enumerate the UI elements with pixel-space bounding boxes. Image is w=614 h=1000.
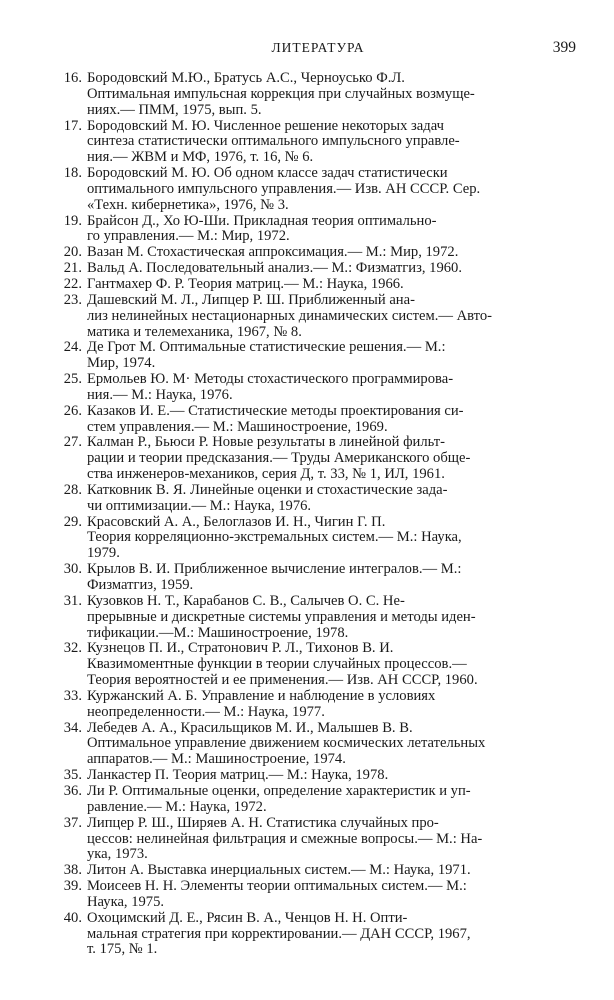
- reference-entry: [0, 166, 614, 214]
- reference-entry: [0, 768, 614, 784]
- reference-line: Казаков И. Е.— Статистические методы проектирования си-: [87, 402, 464, 419]
- reference-line: Брайсон Д., Хо Ю-Ши. Прикладная теория оптимально-: [87, 212, 437, 229]
- reference-entry: [0, 214, 614, 246]
- reference-list: [0, 71, 614, 958]
- reference-number: 37.: [63, 814, 82, 831]
- reference-line: Вальд А. Последовательный анализ.— М.: Физматгиз, 1960.: [87, 260, 462, 277]
- reference-number: 30.: [63, 561, 82, 578]
- reference-line: Моисеев Н. Н. Элементы теории оптимальных систем.— М.:: [87, 878, 467, 895]
- reference-number: 33.: [63, 687, 82, 704]
- reference-line: го управления.— М.: Мир, 1972.: [87, 228, 290, 245]
- reference-entry: [0, 562, 614, 594]
- running-title: ЛИТЕРАТУРА: [271, 40, 365, 55]
- reference-line: т. 175, № 1.: [87, 941, 158, 958]
- reference-entry: [0, 340, 614, 372]
- reference-line: ния.— ЖВМ и МФ, 1976, т. 16, № 6.: [87, 149, 314, 166]
- page-header: [60, 40, 576, 62]
- reference-line: Мир, 1974.: [87, 355, 156, 372]
- reference-entry: [0, 721, 614, 769]
- reference-line: Физматгиз, 1959.: [87, 577, 194, 593]
- reference-line: ука, 1973.: [87, 846, 148, 863]
- reference-entry: [0, 435, 614, 483]
- reference-line: Теория вероятностей и ее применения.— Изв. АН СССР, 1960.: [87, 672, 478, 689]
- reference-line: рации и теории предсказания.— Труды Американского обще-: [87, 450, 471, 467]
- reference-line: цессов: нелинейная фильтрация и смежные вопросы.— М.: На-: [87, 830, 483, 847]
- page-number: 399: [552, 39, 576, 56]
- reference-entry: [0, 404, 614, 436]
- reference-number: 19.: [63, 212, 82, 229]
- reference-number: 29.: [63, 513, 82, 530]
- reference-number: 31.: [63, 592, 82, 609]
- reference-line: оптимального импульсного управления.— Изв. АН СССР. Сер.: [87, 180, 481, 197]
- reference-line: Охоцимский Д. Е., Рясин В. А., Ченцов Н. Н. Опти-: [87, 909, 408, 926]
- reference-line: ния.— М.: Наука, 1976.: [87, 386, 233, 403]
- reference-entry: [0, 261, 614, 277]
- reference-line: мальная стратегия при корректировании.— ДАН СССР, 1967,: [87, 925, 471, 942]
- reference-line: лиз нелинейных нестационарных динамических систем.— Авто-: [87, 307, 492, 324]
- reference-number: 36.: [63, 782, 82, 799]
- reference-line: Наука, 1975.: [87, 893, 165, 910]
- reference-number: 23.: [63, 291, 82, 308]
- reference-number: 24.: [63, 339, 82, 356]
- reference-line: неопределенности.— М.: Наука, 1977.: [87, 703, 325, 720]
- reference-line: аппаратов.— М.: Машиностроение, 1974.: [87, 751, 346, 768]
- reference-entry: [0, 277, 614, 293]
- reference-number: 25.: [63, 371, 82, 388]
- reference-entry: [0, 816, 614, 864]
- reference-line: Гантмахер Ф. Р. Теория матриц.— М.: Наука, 1966.: [87, 275, 404, 292]
- reference-line: Квазимоментные функции в теории случайных процессов.—: [87, 656, 467, 673]
- reference-number: 20.: [63, 244, 82, 261]
- reference-entry: [0, 641, 614, 689]
- reference-line: Липцер Р. Ш., Ширяев А. Н. Статистика случайных про-: [87, 814, 439, 831]
- reference-number: 17.: [63, 117, 82, 134]
- reference-line: Бородовский М. Ю. Об одном классе задач статистически: [87, 165, 448, 182]
- reference-number: 22.: [63, 275, 82, 292]
- reference-line: равление.— М.: Наука, 1972.: [87, 798, 267, 815]
- reference-line: матика и телемеханика, 1967, № 8.: [87, 323, 302, 340]
- reference-line: Вазан М. Стохастическая аппроксимация.— М.: Мир, 1972.: [87, 244, 459, 261]
- reference-line: стем управления.— М.: Машиностроение, 1969.: [87, 418, 388, 435]
- reference-line: Ли Р. Оптимальные оценки, определение характеристик и уп-: [87, 782, 471, 799]
- reference-number: 27.: [63, 434, 82, 451]
- reference-entry: [0, 293, 614, 341]
- reference-number: 39.: [63, 878, 82, 895]
- reference-line: Бородовский М. Ю. Численное решение некоторых задач: [87, 117, 444, 134]
- reference-entry: [0, 245, 614, 261]
- reference-line: Дашевский М. Л., Липцер Р. Ш. Приближенный ана-: [87, 291, 415, 308]
- reference-line: Ермольев Ю. М· Методы стохастического программирова-: [87, 371, 454, 388]
- reference-line: Теория корреляционно-экстремальных систем.— М.: Наука,: [87, 529, 462, 546]
- reference-line: 1979.: [87, 545, 120, 562]
- reference-entry: [0, 863, 614, 879]
- reference-line: Калман Р., Бьюси Р. Новые результаты в линейной фильт-: [87, 434, 445, 451]
- reference-entry: [0, 911, 614, 959]
- reference-number: 26.: [63, 402, 82, 419]
- reference-line: тификации.—М.: Машиностроение, 1978.: [87, 624, 349, 641]
- reference-entry: [0, 515, 614, 563]
- reference-line: Бородовский М.Ю., Братусь А.С., Черноусько Ф.Л.: [87, 70, 405, 86]
- reference-number: 18.: [63, 165, 82, 182]
- reference-line: Оптимальная импульсная коррекция при случайных возмуще-: [87, 85, 475, 102]
- reference-number: 32.: [63, 640, 82, 657]
- reference-number: 38.: [63, 862, 82, 879]
- reference-entry: [0, 594, 614, 642]
- reference-line: синтеза статистически оптимального импульсного управле-: [87, 133, 460, 150]
- reference-number: 16.: [63, 70, 82, 86]
- reference-line: Красовский А. А., Белоглазов И. Н., Чигин Г. П.: [87, 513, 386, 530]
- reference-line: Оптимальное управление движением космических летательных: [87, 735, 486, 752]
- reference-line: Куржанский А. Б. Управление и наблюдение в условиях: [87, 687, 436, 704]
- reference-number: 21.: [63, 260, 82, 277]
- reference-line: Катковник В. Я. Линейные оценки и стохастические зада-: [87, 481, 448, 498]
- reference-line: прерывные и дискретные системы управления и методы иден-: [87, 608, 476, 625]
- reference-number: 28.: [63, 481, 82, 498]
- reference-line: Крылов В. И. Приближенное вычисление интегралов.— М.:: [87, 561, 462, 578]
- reference-entry: [0, 119, 614, 167]
- reference-number: 34.: [63, 719, 82, 736]
- reference-line: чи оптимизации.— М.: Наука, 1976.: [87, 497, 312, 514]
- reference-entry: [0, 879, 614, 911]
- reference-line: Ланкастер П. Теория матриц.— М.: Наука, 1978.: [87, 767, 389, 784]
- reference-line: Литон А. Выставка инерциальных систем.— М.: Наука, 1971.: [87, 862, 471, 879]
- reference-line: Кузнецов П. И., Стратонович Р. Л., Тихонов В. И.: [87, 640, 394, 657]
- reference-entry: [0, 372, 614, 404]
- reference-number: 40.: [63, 909, 82, 926]
- reference-line: Кузовков Н. Т., Карабанов С. В., Салычев О. С. Не-: [87, 592, 405, 609]
- reference-line: ства инженеров-механиков, серия Д, т. 33, № 1, ИЛ, 1961.: [87, 466, 445, 483]
- reference-entry: [0, 784, 614, 816]
- reference-line: Лебедев А. А., Красильщиков М. И., Малышев В. В.: [87, 719, 413, 736]
- reference-entry: [0, 689, 614, 721]
- reference-line: «Техн. кибернетика», 1976, № 3.: [87, 196, 289, 213]
- reference-number: 35.: [63, 767, 82, 784]
- reference-line: ниях.— ПММ, 1975, вып. 5.: [87, 101, 262, 118]
- reference-line: Де Грот М. Оптимальные статистические решения.— М.:: [87, 339, 446, 356]
- reference-entry: [0, 71, 614, 119]
- reference-entry: [0, 483, 614, 515]
